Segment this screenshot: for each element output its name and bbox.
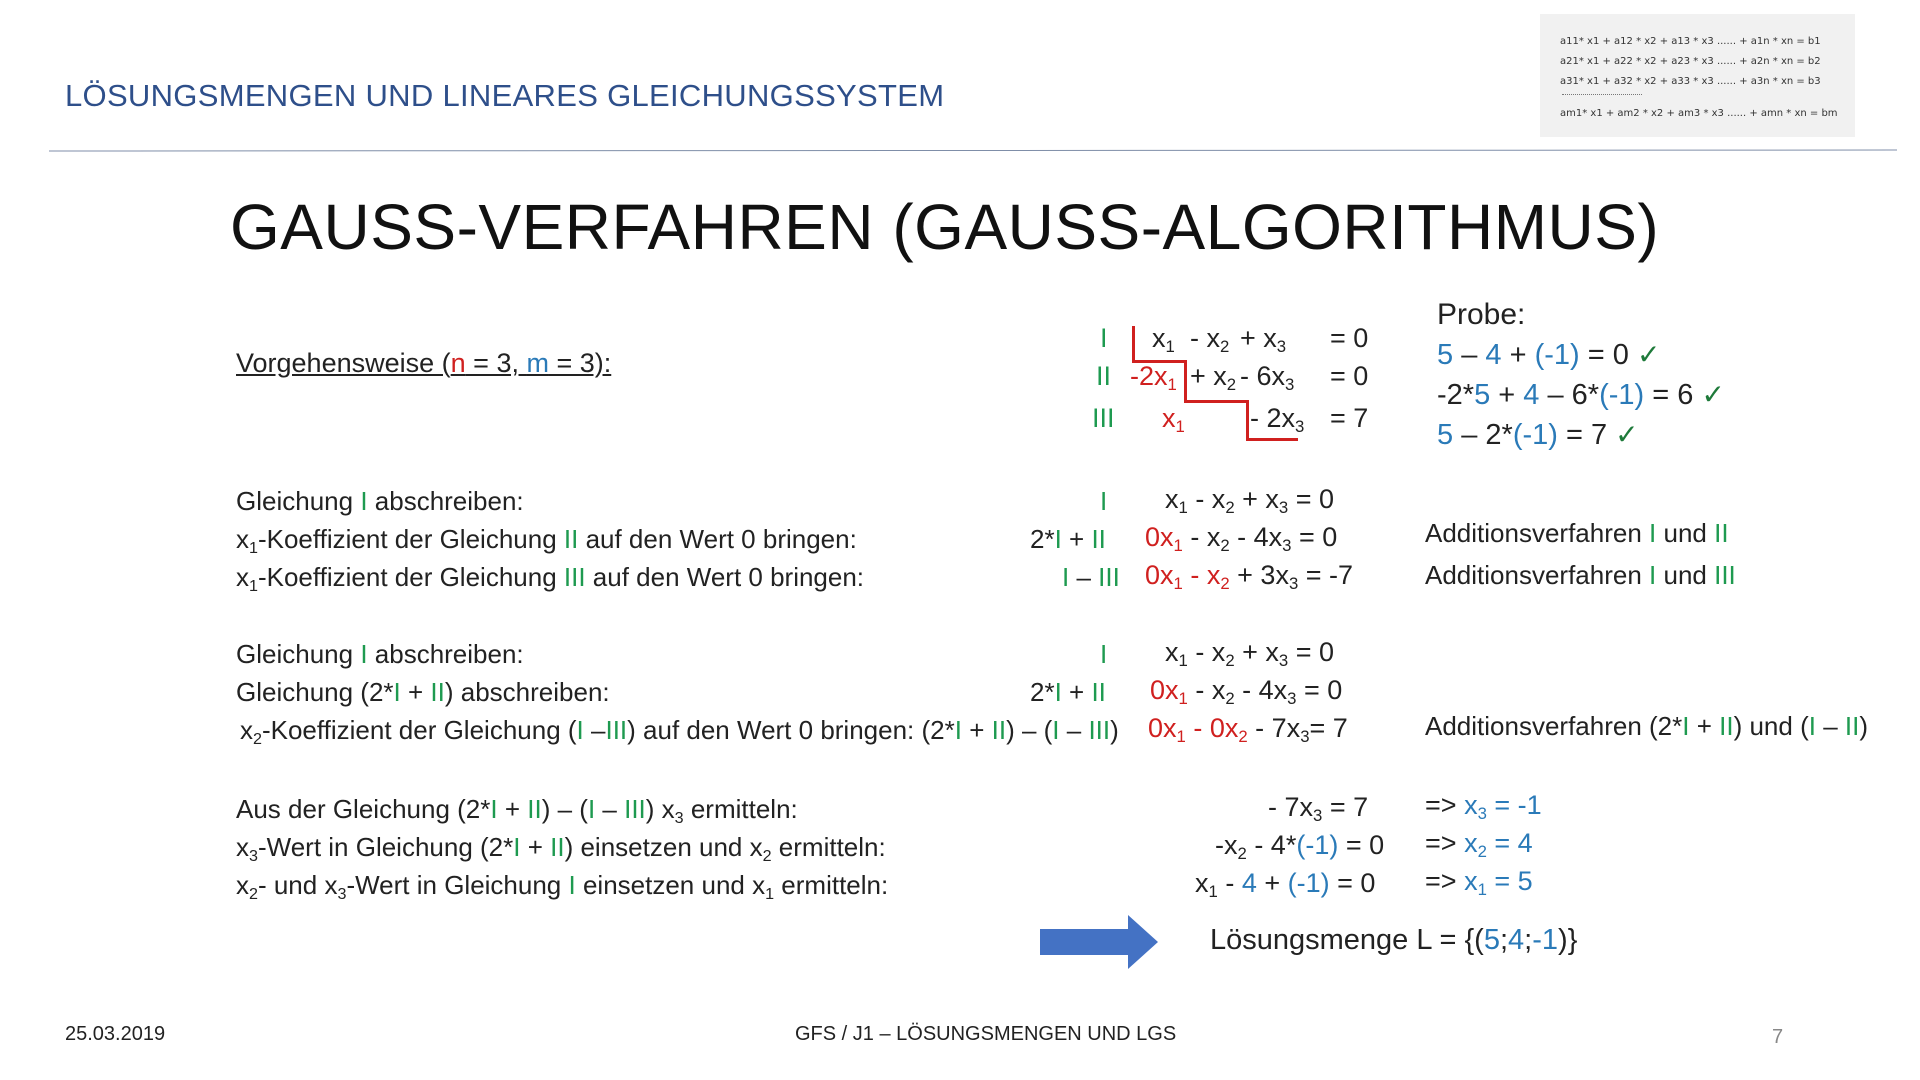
text: ) abschreiben:	[444, 677, 610, 707]
text: = 0	[1338, 830, 1385, 860]
eq-label: I	[568, 870, 576, 900]
text: 2*	[1030, 677, 1055, 707]
eq-label: I	[1649, 560, 1657, 590]
page-title: GAUSS-VERFAHREN (GAUSS-ALGORITHMUS)	[230, 191, 1660, 263]
text: Vorgehensweise (	[236, 348, 451, 378]
equation: $-x_2 - 4*(-1) = 0$	[1215, 830, 1385, 864]
value: 5	[1437, 339, 1454, 371]
staircase-line	[1246, 438, 1298, 441]
term: - $2x_3$	[1250, 403, 1305, 437]
text: -Wert in Gleichung (2*	[257, 832, 514, 862]
eq-label: I	[393, 677, 401, 707]
vorgehensweise-label	[236, 348, 611, 379]
text: +	[400, 677, 431, 707]
text: $x_2 = 4$	[1464, 828, 1533, 862]
text: einsetzen und x	[575, 870, 766, 900]
text: $0x_1$	[1150, 675, 1188, 709]
text: ) – (	[541, 794, 588, 824]
eq-label: I	[1054, 524, 1062, 554]
eq-label: II	[550, 832, 565, 862]
value: (-1)	[1287, 868, 1330, 898]
eq-label: I	[1649, 518, 1657, 548]
text: = -7	[1298, 560, 1354, 590]
term: + $x_3$	[1240, 323, 1287, 357]
text: ) einsetzen und x	[564, 832, 763, 862]
text: ermitteln:	[771, 832, 886, 862]
probe-line	[1437, 338, 1660, 372]
term: $x_1$	[1162, 403, 1185, 437]
text: -Koeffizient der Gleichung	[257, 524, 564, 554]
text: Gleichung	[236, 486, 361, 516]
eq-label: I	[360, 486, 368, 516]
m-var: m	[526, 348, 549, 378]
text: = -1	[1486, 790, 1542, 820]
text: = 7	[1322, 792, 1369, 822]
text: + x	[1190, 361, 1227, 391]
text: - x	[1182, 560, 1221, 590]
text: abschreiben:	[367, 486, 524, 516]
text: +	[520, 832, 551, 862]
text: $0x_1 - 0x_2$	[1148, 713, 1248, 747]
rhs: = 7	[1330, 403, 1369, 433]
text: = 4	[1486, 828, 1533, 858]
step-description	[236, 677, 610, 708]
text: abschreiben:	[367, 639, 524, 669]
equation: $0x_1 - 0x_2 - 7x_3= 7$	[1148, 713, 1348, 747]
eq-label: II	[1844, 711, 1860, 741]
text: x	[1165, 484, 1179, 514]
check-icon: ✓	[1636, 339, 1661, 370]
text: ;	[1524, 924, 1533, 956]
eq-label: II	[527, 794, 542, 824]
eq-label: I	[1808, 711, 1816, 741]
check-icon: ✓	[1701, 379, 1725, 410]
text: - x	[1187, 637, 1226, 667]
text: ermitteln:	[683, 794, 798, 824]
eq-label: II	[1714, 518, 1729, 548]
text: +	[1061, 677, 1092, 707]
text: x	[1464, 828, 1478, 858]
text: +	[1689, 711, 1720, 741]
probe-title: Probe:	[1437, 298, 1526, 331]
text: - 4*	[1246, 830, 1297, 860]
text: = 0	[1291, 522, 1338, 552]
text: Additionsverfahren	[1425, 518, 1650, 548]
step-description: $x_2-$ und $x_3$-Wert in Gleichung I einsetzen und $x_1$ ermitteln:	[236, 870, 889, 903]
text: = 0	[1296, 675, 1343, 705]
text: =>	[1425, 866, 1457, 896]
result	[1425, 866, 1533, 900]
text: 0x	[1145, 522, 1174, 552]
text: = 7	[1557, 419, 1608, 451]
equation-system	[1090, 322, 1400, 452]
text: - x	[1182, 522, 1221, 552]
text: - 0x	[1185, 713, 1239, 743]
text: ) x	[645, 794, 675, 824]
eq-label: I	[576, 715, 584, 745]
text: -Koeffizient der Gleichung (	[261, 715, 577, 745]
text: x	[236, 524, 249, 554]
n-var: n	[450, 348, 466, 378]
operation: I	[1100, 486, 1108, 516]
text: x	[236, 870, 249, 900]
step-description: $x_3$-Wert in Gleichung (2*I + II) einsetzen und $x_2$ ermitteln:	[236, 832, 886, 865]
text: - 6x	[1240, 361, 1286, 391]
text: + x	[1240, 323, 1277, 353]
text: –	[1815, 711, 1845, 741]
row-label: II	[1096, 361, 1112, 391]
row-label: I	[1100, 323, 1108, 353]
staircase-line	[1132, 326, 1135, 360]
result	[1425, 828, 1533, 862]
thumb-line: a31* x1 + a32 * x2 + a33 * x3 ...... + a3n * xn = b3	[1560, 76, 1821, 87]
text: x	[1195, 868, 1209, 898]
value: (-1)	[1512, 419, 1558, 451]
text: Additionsverfahren (2*	[1425, 711, 1683, 741]
value: 4	[1508, 924, 1525, 956]
eq-label: III	[1098, 562, 1120, 592]
text: - x	[1187, 675, 1226, 705]
text: +	[1501, 339, 1535, 371]
text: Gleichung	[236, 639, 361, 669]
text: x	[1464, 866, 1478, 896]
text: = 3):	[548, 348, 612, 378]
text: $0x_1$	[1145, 522, 1183, 556]
text: Aus der Gleichung (2*	[236, 794, 491, 824]
equation: $x_1 - x_2 + x_3 = 0$	[1165, 484, 1335, 518]
probe-line	[1437, 378, 1725, 412]
operation	[1062, 562, 1120, 593]
text: – 2*	[1453, 419, 1513, 451]
method-note	[1425, 711, 1868, 742]
text: ) und (	[1733, 711, 1809, 741]
text: -Koeffizient der Gleichung	[257, 562, 564, 592]
text: – 6*	[1539, 379, 1600, 411]
text: - 7x	[1247, 713, 1301, 743]
text: =>	[1425, 828, 1457, 858]
text: )}	[1558, 924, 1578, 956]
text: = 0	[1579, 339, 1629, 371]
text: - und x	[257, 870, 338, 900]
general-system-thumbnail	[1540, 14, 1855, 137]
text: –	[583, 715, 606, 745]
value: 4	[1241, 868, 1257, 898]
equation: $0x_1 - x_2 - 4x_3 = 0$	[1150, 675, 1343, 709]
text: = 5	[1486, 866, 1533, 896]
staircase-line	[1246, 400, 1249, 438]
step-description	[236, 486, 524, 517]
text: auf den Wert 0 bringen:	[585, 562, 865, 592]
page-number: 7	[1772, 1026, 1784, 1048]
value: (-1)	[1296, 830, 1339, 860]
text: 0x	[1145, 560, 1174, 590]
text: x	[1152, 323, 1166, 353]
text: auf den Wert 0 bringen:	[578, 524, 857, 554]
value: 5	[1483, 924, 1500, 956]
eq-label: III	[563, 562, 586, 592]
text: )	[1859, 711, 1869, 741]
text: )	[1110, 715, 1119, 745]
eq-label: I	[513, 832, 521, 862]
eq-label: II	[1719, 711, 1734, 741]
text: = 7	[1309, 713, 1348, 743]
footer-title: GFS / J1 – LÖSUNGSMENGEN UND LGS	[795, 1023, 1177, 1045]
text: +	[1061, 524, 1092, 554]
operation	[1030, 677, 1106, 708]
text: = 0	[1288, 484, 1335, 514]
eq-label: I	[587, 794, 596, 824]
text: +	[497, 794, 528, 824]
staircase-line	[1132, 360, 1184, 363]
text: 0x	[1148, 713, 1177, 743]
check-icon: ✓	[1615, 419, 1639, 450]
term: - $x_2$	[1190, 323, 1230, 357]
text: x	[236, 562, 249, 592]
thumb-line: a11* x1 + a12 * x2 + a13 * x3 ...... + a1n * xn = b1	[1560, 36, 1821, 47]
text: -x	[1215, 830, 1238, 860]
text: –	[1453, 339, 1486, 371]
solution-set	[1210, 924, 1577, 957]
right-arrow-icon	[1040, 915, 1160, 974]
text: ) auf den Wert 0 bringen: (2*	[627, 715, 955, 745]
value: 4	[1523, 379, 1540, 411]
term: - $6x_3$	[1240, 361, 1295, 395]
staircase-line	[1184, 400, 1246, 403]
eq-label: II	[563, 524, 579, 554]
equation: $0x_1 - x_2 - 4x_3 = 0$	[1145, 522, 1338, 556]
eq-label: I	[1682, 711, 1690, 741]
thumb-line: am1* x1 + am2 * x2 + am3 * x3 ...... + amn * xn = bm	[1560, 108, 1838, 119]
header-divider	[49, 150, 1897, 152]
eq-label: III	[1714, 560, 1736, 590]
text: x	[236, 832, 249, 862]
text: ) – (	[1006, 715, 1053, 745]
text: und	[1656, 560, 1715, 590]
value: 5	[1437, 419, 1454, 451]
text: x	[1165, 637, 1179, 667]
text: - 4x	[1229, 522, 1283, 552]
operation	[1030, 524, 1106, 555]
text: –	[595, 794, 625, 824]
text: $x_1 = 5$	[1464, 866, 1533, 900]
text: -2*	[1437, 379, 1475, 411]
eq-label: III	[605, 715, 628, 745]
text: + 3x	[1229, 560, 1289, 590]
text: 2*	[1030, 524, 1055, 554]
text: = 3,	[465, 348, 527, 378]
term: $-2x_1$	[1130, 361, 1177, 395]
text: = 0	[1329, 868, 1376, 898]
step-description: $x_1$-Koeffizient der Gleichung II auf den Wert 0 bringen:	[236, 524, 857, 557]
probe-line	[1437, 418, 1639, 452]
text: - x	[1190, 323, 1220, 353]
text: 0x	[1150, 675, 1179, 705]
arrow-shape	[1040, 915, 1160, 969]
term: $x_1$	[1152, 323, 1175, 357]
eq-label: I	[360, 639, 368, 669]
row-label: III	[1092, 403, 1115, 433]
text: - 7x	[1268, 792, 1314, 822]
section-title: LÖSUNGSMENGEN UND LINEARES GLEICHUNGSSYSTEM	[65, 78, 945, 113]
text: $x_3 = -1$	[1464, 790, 1542, 824]
text: x	[240, 715, 253, 745]
text: + x	[1234, 637, 1279, 667]
text: +	[961, 715, 992, 745]
staircase-line	[1184, 360, 1187, 400]
method-note	[1425, 518, 1729, 549]
text: +	[1256, 868, 1288, 898]
text: Additionsverfahren	[1425, 560, 1650, 590]
text: x	[1464, 790, 1478, 820]
eq-label: I	[490, 794, 498, 824]
equation: - $7x_3 = 7$	[1268, 792, 1369, 826]
thumb-dots	[1562, 94, 1642, 95]
value: (-1)	[1599, 379, 1645, 411]
step-description: Aus der Gleichung (2*I + II) – (I – III) $x_3$ ermitteln:	[236, 794, 798, 827]
eq-label: I	[954, 715, 962, 745]
equation: $0x_1 - x_2 + 3x_3 = -7$	[1145, 560, 1354, 594]
text: Lösungsmenge L = {(	[1210, 924, 1484, 956]
equation: $x_1 - x_2 + x_3 = 0$	[1165, 637, 1335, 671]
eq-label: I	[1052, 715, 1060, 745]
eq-label: I	[1054, 677, 1062, 707]
eq-label: II	[1091, 524, 1106, 554]
eq-label: II	[991, 715, 1007, 745]
equation: $x_1 - 4 + (-1) = 0$	[1195, 868, 1376, 902]
step-description: $x_2$-Koeffizient der Gleichung (I –III) auf den Wert 0 bringen: (2*I + II) – (I – III)	[240, 715, 1119, 748]
eq-label: I	[1062, 562, 1070, 592]
step-description	[236, 639, 524, 670]
text: - 2x	[1250, 403, 1296, 433]
term: + $x_2$	[1190, 361, 1237, 395]
text: -	[1217, 868, 1242, 898]
text: x	[1162, 403, 1176, 433]
text: - 4x	[1234, 675, 1288, 705]
text: = 0	[1288, 637, 1335, 667]
eq-label: II	[1091, 677, 1106, 707]
method-note	[1425, 560, 1736, 591]
rhs: = 0	[1330, 361, 1369, 391]
text: ermitteln:	[774, 870, 889, 900]
value: (-1)	[1534, 339, 1580, 371]
text: + x	[1234, 484, 1279, 514]
operation: I	[1100, 639, 1108, 669]
text: ;	[1499, 924, 1509, 956]
text: –	[1059, 715, 1089, 745]
text: - x	[1187, 484, 1226, 514]
text: +	[1490, 379, 1524, 411]
value: -1	[1532, 924, 1559, 956]
result	[1425, 790, 1542, 824]
text: und	[1656, 518, 1715, 548]
value: 5	[1474, 379, 1491, 411]
eq-label: III	[1088, 715, 1111, 745]
value: 4	[1485, 339, 1502, 371]
text: -Wert in Gleichung	[346, 870, 569, 900]
footer-date: 25.03.2019	[65, 1023, 166, 1045]
text: = 6	[1644, 379, 1694, 411]
text: –	[1069, 562, 1099, 592]
text: Gleichung (2*	[236, 677, 394, 707]
step-description: $x_1$-Koeffizient der Gleichung III auf den Wert 0 bringen:	[236, 562, 865, 595]
text: -2x	[1130, 361, 1168, 391]
text: $0x_1 - x_2$	[1145, 560, 1230, 594]
thumb-line: a21* x1 + a22 * x2 + a23 * x3 ...... + a2n * xn = b2	[1560, 56, 1821, 67]
eq-label: II	[430, 677, 445, 707]
text: =>	[1425, 790, 1457, 820]
eq-label: III	[624, 794, 646, 824]
rhs: = 0	[1330, 323, 1369, 353]
